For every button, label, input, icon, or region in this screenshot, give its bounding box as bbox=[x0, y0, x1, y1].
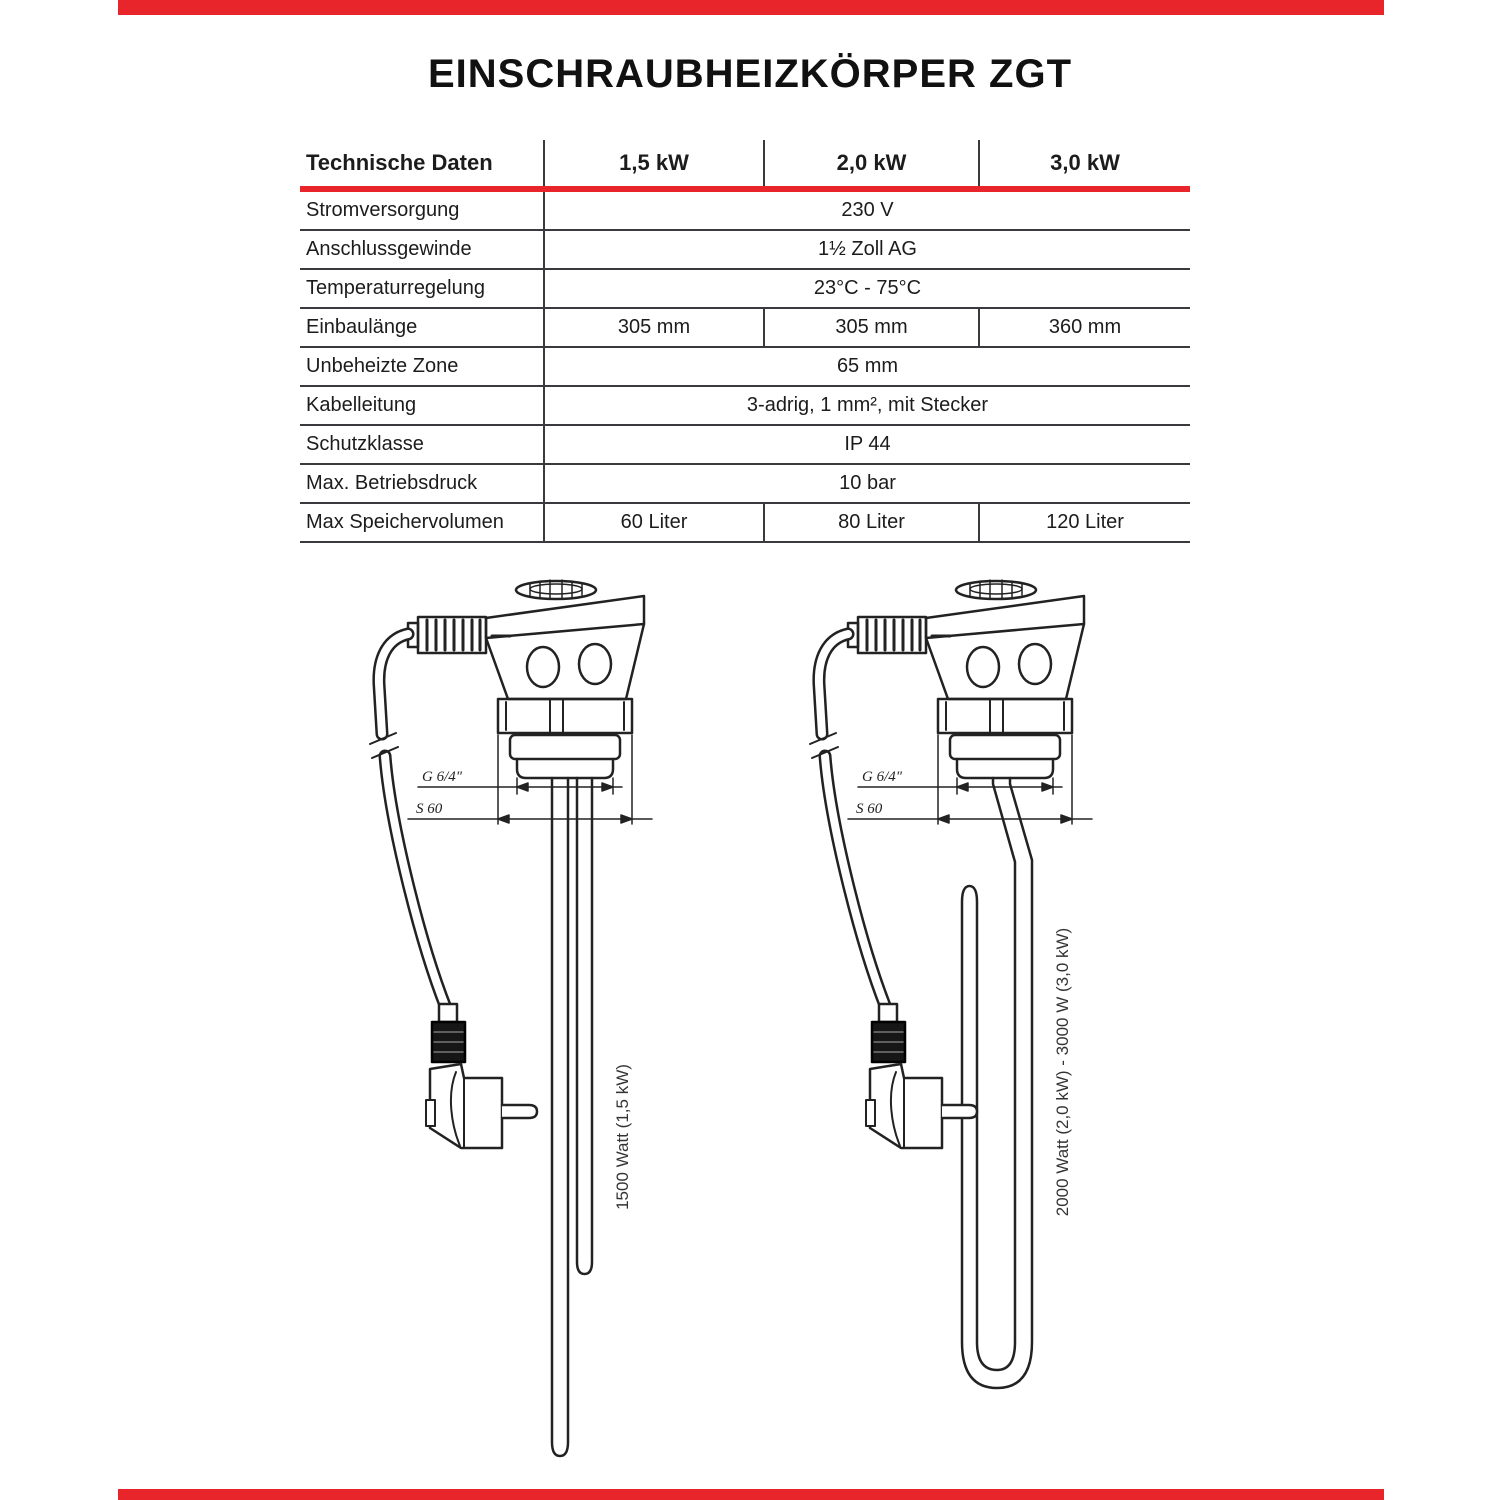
thread-size-label: G 6/4" bbox=[422, 769, 463, 785]
page-title: EINSCHRAUBHEIZKÖRPER ZGT bbox=[427, 52, 1073, 96]
row-label: Anschlussgewinde bbox=[306, 238, 472, 260]
heater-drawing-2-3kw bbox=[800, 572, 1130, 1482]
wattage-caption-right: 2000 Watt (2,0 kW) - 3000 W (3,0 kW) bbox=[1053, 927, 1072, 1217]
table-header-label: Technische Daten bbox=[306, 150, 493, 175]
table-row bbox=[300, 309, 1190, 348]
wrench-size-label: S 60 bbox=[416, 801, 443, 817]
thermostat-head bbox=[486, 596, 644, 699]
bottom-red-bar bbox=[118, 1489, 1384, 1500]
table-row bbox=[300, 426, 1190, 465]
table-row bbox=[300, 231, 1190, 270]
screw-flange bbox=[950, 735, 1060, 778]
row-value: 60 Liter bbox=[543, 504, 763, 541]
hex-nut bbox=[498, 699, 632, 733]
table-header-row bbox=[300, 140, 1190, 186]
heating-rod bbox=[552, 778, 592, 1456]
table-row bbox=[300, 387, 1190, 426]
table-header-col-3: 3,0 kW bbox=[978, 140, 1190, 186]
table-row bbox=[300, 348, 1190, 387]
row-label: Unbeheizte Zone bbox=[306, 355, 459, 377]
table-header-col-2: 2,0 kW bbox=[763, 140, 978, 186]
row-label: Schutzklasse bbox=[306, 433, 424, 455]
table-row bbox=[300, 270, 1190, 309]
power-cable bbox=[370, 634, 446, 1008]
row-label: Stromversorgung bbox=[306, 199, 460, 221]
row-value: 305 mm bbox=[763, 309, 978, 346]
heating-u-tube bbox=[962, 778, 1032, 1388]
row-value: 230 V bbox=[543, 192, 1190, 229]
row-label: Max. Betriebsdruck bbox=[306, 472, 478, 494]
heater-drawing-1-5kw bbox=[360, 572, 690, 1482]
row-value: 1½ Zoll AG bbox=[543, 231, 1190, 268]
table-row bbox=[300, 465, 1190, 504]
row-value: 23°C - 75°C bbox=[543, 270, 1190, 307]
power-cable bbox=[810, 634, 886, 1008]
thread-size-label: G 6/4" bbox=[862, 769, 903, 785]
row-label: Max Speichervolumen bbox=[306, 511, 504, 533]
row-value: 120 Liter bbox=[978, 504, 1190, 541]
schuko-plug bbox=[426, 1004, 537, 1148]
head-knob bbox=[956, 580, 1036, 599]
hex-nut bbox=[938, 699, 1072, 733]
head-knob bbox=[516, 580, 596, 599]
wrench-size-label: S 60 bbox=[856, 801, 883, 817]
wattage-caption-left: 1500 Watt (1,5 kW) bbox=[613, 1064, 632, 1210]
thermostat-head bbox=[926, 596, 1084, 699]
top-red-bar bbox=[118, 0, 1384, 15]
table-row bbox=[300, 192, 1190, 231]
row-value: 80 Liter bbox=[763, 504, 978, 541]
technical-data-table bbox=[300, 140, 1190, 543]
row-value: IP 44 bbox=[543, 426, 1190, 463]
row-label: Einbaulänge bbox=[306, 316, 418, 338]
dimension-thread bbox=[858, 769, 1062, 794]
schuko-plug bbox=[866, 1004, 977, 1148]
row-value: 10 bar bbox=[543, 465, 1190, 502]
row-value: 305 mm bbox=[543, 309, 763, 346]
cable-gland bbox=[408, 617, 486, 653]
row-value: 65 mm bbox=[543, 348, 1190, 385]
row-value: 3-adrig, 1 mm², mit Stecker bbox=[543, 387, 1190, 424]
screw-flange bbox=[510, 735, 620, 778]
table-header-col-1: 1,5 kW bbox=[543, 140, 763, 186]
row-label: Kabelleitung bbox=[306, 394, 417, 416]
row-label: Temperaturregelung bbox=[306, 277, 485, 299]
row-value: 360 mm bbox=[978, 309, 1190, 346]
cable-gland bbox=[848, 617, 926, 653]
table-row bbox=[300, 504, 1190, 543]
